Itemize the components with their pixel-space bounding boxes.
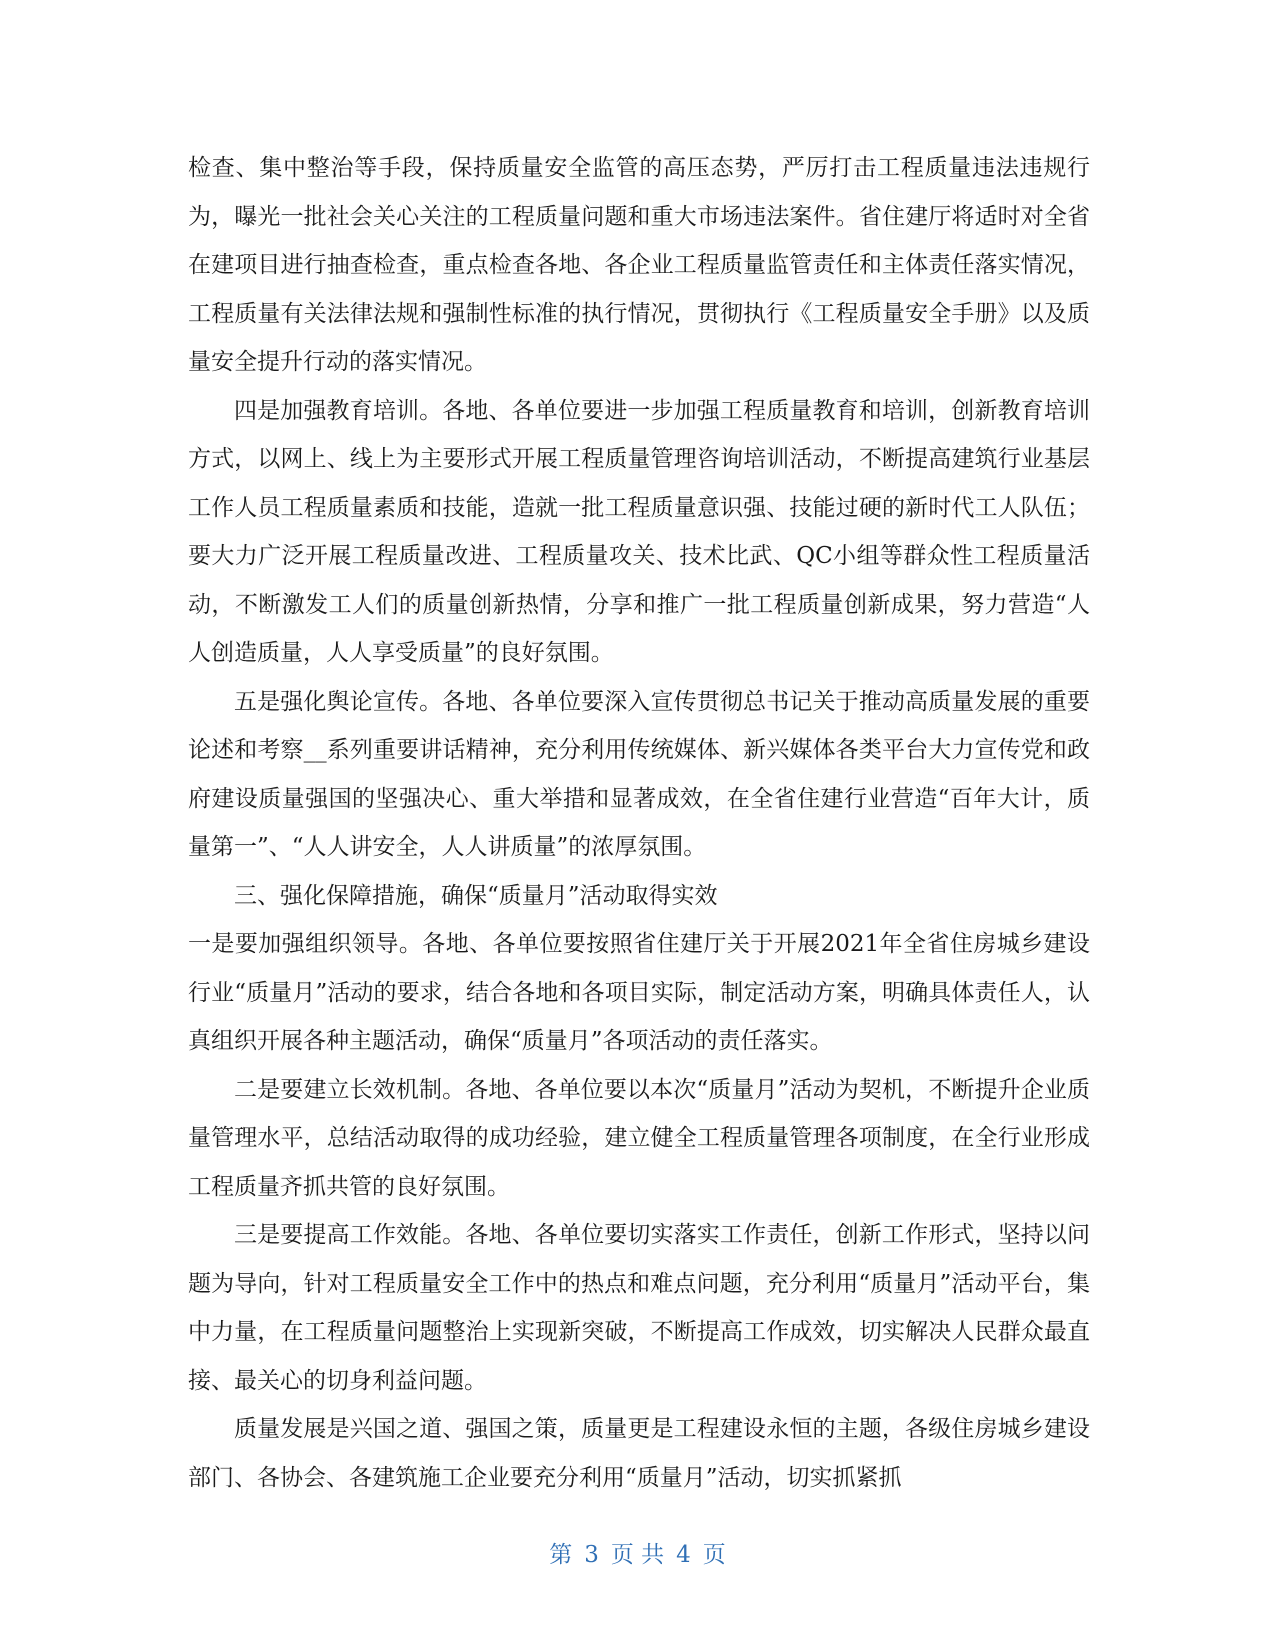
page-footer <box>0 1536 1275 1569</box>
footer-middle: 页 共 <box>610 1542 665 1568</box>
paragraph-2: 四是加强教育培训。各地、各单位要进一步加强工程质量教育和培训，创新教育培训方式，以网上、线上为主要形式开展工程质量管理咨询培训活动，不断提高建筑行业基层工作人员工程质量素质和技能，造就一批工程质量意识强、技能过硬的新时代工人队伍；要大力广泛开展工程质量改进、工程质量攻关、技术比武、QC小组等群众性工程质量活动，不断激发工人们的质量创新热情，分享和推广一批工程质量创新成果，努力营造“人人创造质量，人人享受质量”的良好氛围。 <box>188 397 1090 666</box>
footer-suffix: 页 <box>702 1542 726 1568</box>
paragraph-1: 检查、集中整治等手段，保持质量安全监管的高压态势，严厉打击工程质量违法违规行为，曝光一批社会关心关注的工程质量问题和重大市场违法案件。省住建厅将适时对全省在建项目进行抽查检查，重点检查各地、各企业工程质量监管责任和主体责任落实情况，工程质量有关法律法规和强制性标准的执行情况，贯彻执行《工程质量安全手册》以及质量安全提升行动的落实情况。 <box>188 155 1090 375</box>
footer-page-number: 3 <box>584 1542 599 1568</box>
footer-prefix: 第 <box>549 1542 573 1568</box>
section-heading: 三、强化保障措施，确保“质量月”活动取得实效 <box>234 882 718 909</box>
paragraph-7: 三是要提高工作效能。各地、各单位要切实落实工作责任，创新工作形式，坚持以问题为导向，针对工程质量安全工作中的热点和难点问题，充分利用“质量月”活动平台，集中力量，在工程质量问题整治上实现新突破，不断提高工作成效，切实解决人民群众最直接、最关心的切身利益问题。 <box>188 1222 1090 1394</box>
document-body <box>188 144 1090 1502</box>
paragraph-3: 五是强化舆论宣传。各地、各单位要深入宣传贯彻总书记关于推动高质量发展的重要论述和考察__系列重要讲话精神，充分利用传统媒体、新兴媒体各类平台大力宣传党和政府建设质量强国的坚强决心、重大举措和显著成效，在全省住建行业营造“百年大计，质量第一”、“人人讲安全，人人讲质量”的浓厚氛围。 <box>188 688 1090 860</box>
paragraph-8: 质量发展是兴国之道、强国之策，质量更是工程建设永恒的主题，各级住房城乡建设部门、各协会、各建筑施工企业要充分利用“质量月”活动，切实抓紧抓 <box>188 1416 1090 1491</box>
footer-total-pages: 4 <box>676 1542 691 1568</box>
paragraph-5: 一是要加强组织领导。各地、各单位要按照省住建厅关于开展2021年全省住房城乡建设行业“质量月”活动的要求，结合各地和各项目实际，制定活动方案，明确具体责任人，认真组织开展各种主题活动，确保“质量月”各项活动的责任落实。 <box>188 931 1090 1054</box>
paragraph-6: 二是要建立长效机制。各地、各单位要以本次“质量月”活动为契机，不断提升企业质量管理水平，总结活动取得的成功经验，建立健全工程质量管理各项制度，在全行业形成工程质量齐抓共管的良好氛围。 <box>188 1076 1090 1200</box>
